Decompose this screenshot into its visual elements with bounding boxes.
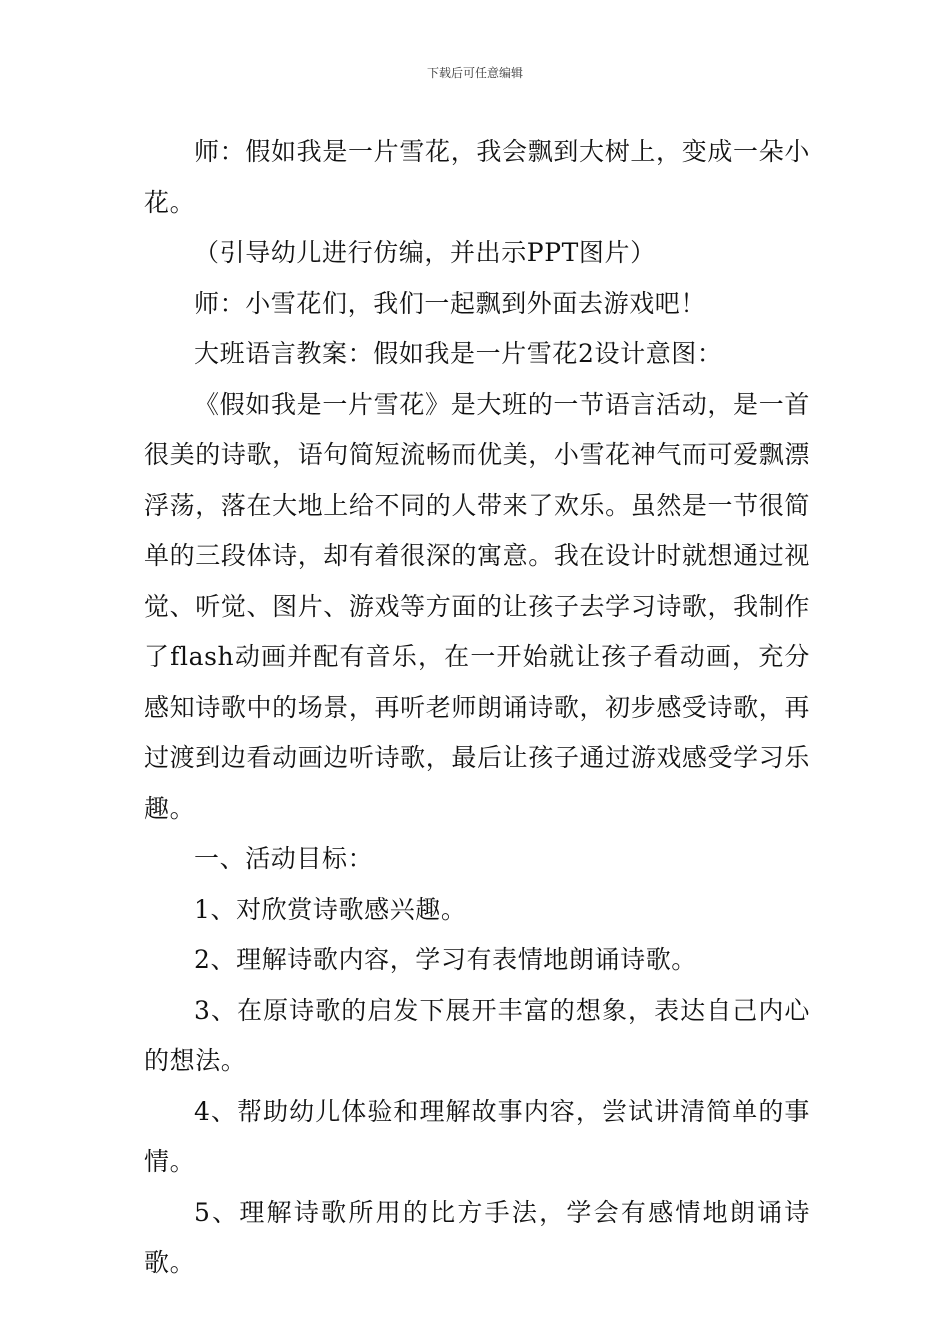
goal-item-1: 1、对欣赏诗歌感兴趣。 [194, 894, 467, 924]
paragraph-lesson-heading: 大班语言教案：假如我是一片雪花2设计意图： [194, 339, 723, 368]
goal-item-3: 3、在原诗歌的启发下展开丰富的想象，表达自己内心的想法。 [144, 995, 810, 1075]
paragraph-design-intent: 《假如我是一片雪花》是大班的一节语言活动，是一首很美的诗歌，语句简短流畅而优美，小雪花神气而可爱飘漂浮荡，落在大地上给不同的人带来了欢乐。虽然是一节很简单的三段体诗，却有着很深的寓意。我在设计时就想通过视觉、听觉、图片、游戏等方面的让孩子去学习诗歌，我制作了flash动画并配有音乐，在一开始就让孩子看动画，充分感知诗歌中的场景，再听老师朗诵诗歌，初步感受诗歌，再过渡到边看动画边听诗歌，最后让孩子通过游戏感受学习乐趣。 [144, 389, 810, 823]
goal-item-5: 5、理解诗歌所用的比方手法，学会有感情地朗诵诗歌。 [144, 1197, 810, 1277]
paragraph-teacher-line-2: 师：小雪花们，我们一起飘到外面去游戏吧！ [194, 288, 707, 318]
section-heading-goals: 一、活动目标： [194, 844, 374, 873]
goal-item-2: 2、理解诗歌内容，学习有表情地朗诵诗歌。 [194, 945, 697, 974]
document-body [144, 127, 810, 1289]
goal-item-4: 4、帮助幼儿体验和理解故事内容，尝试讲清简单的事情。 [144, 1096, 810, 1176]
page-header: 下载后可任意编辑 [426, 66, 523, 80]
paragraph-guide-note: （引导幼儿进行仿编，并出示PPT图片） [194, 238, 656, 267]
paragraph-teacher-line-1: 师：假如我是一片雪花，我会飘到大树上，变成一朵小花。 [144, 137, 810, 217]
